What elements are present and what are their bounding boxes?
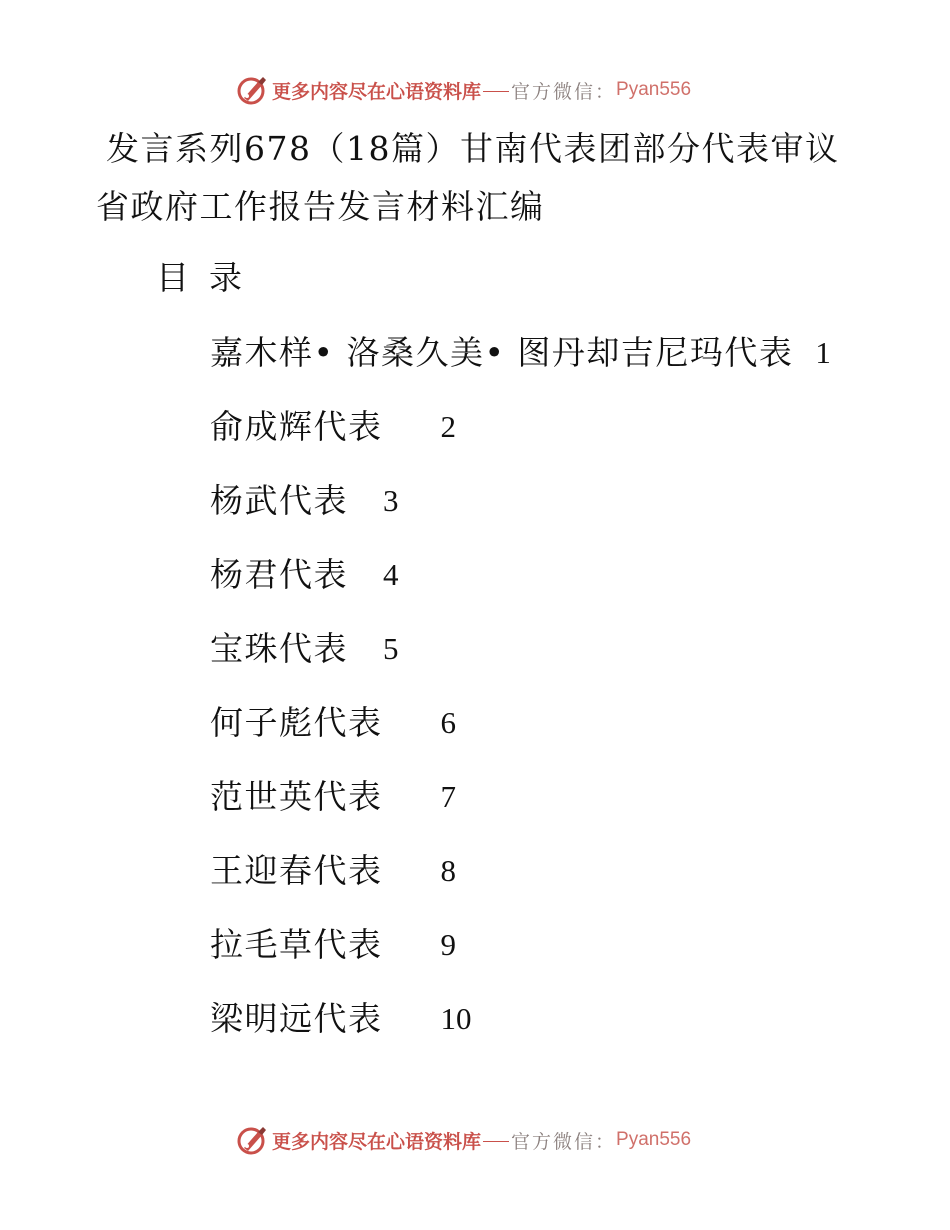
banner-official-label: 官方微信： [511, 80, 617, 103]
toc-item-name: 嘉木样• 洛桑久美• 图丹却吉尼玛代表 [210, 333, 794, 372]
toc-item-name: 王迎春代表 [210, 851, 383, 890]
banner-main-text: 更多内容尽在心语资料库 [272, 1130, 482, 1153]
toc-item-name: 何子彪代表 [210, 703, 383, 742]
toc-item-page: 2 [440, 409, 456, 444]
toc-item-name: 杨君代表 [210, 555, 348, 594]
toc-item-name: 拉毛草代表 [210, 925, 383, 964]
document-title-line-1: 发言系列678（18篇）甘南代表团部分代表审议 [106, 129, 840, 168]
document-title [96, 120, 856, 236]
toc-item[interactable] [210, 400, 831, 474]
toc-item[interactable] [210, 992, 831, 1066]
toc-item-name: 俞成辉代表 [210, 407, 383, 446]
toc-item-page: 10 [440, 1001, 472, 1036]
banner-wechat-id: Pyan556 [616, 1129, 692, 1150]
banner-dash [483, 91, 509, 92]
banner-dash [483, 1141, 509, 1142]
toc-item-page: 7 [440, 779, 456, 814]
table-of-contents [210, 326, 831, 1066]
toc-item[interactable] [210, 474, 831, 548]
toc-item-name: 宝珠代表 [210, 629, 348, 668]
pen-logo-icon [236, 1124, 268, 1156]
document-title-line-2: 省政府工作报告发言材料汇编 [96, 187, 545, 226]
watermark-banner-bottom [236, 1123, 691, 1157]
toc-item-name: 梁明远代表 [210, 999, 383, 1038]
banner-official-label: 官方微信： [511, 1130, 617, 1153]
toc-item-page: 3 [383, 483, 399, 518]
toc-item-page: 4 [383, 557, 399, 592]
toc-item-page: 9 [440, 927, 456, 962]
toc-item-page: 6 [440, 705, 456, 740]
toc-item[interactable] [210, 844, 831, 918]
toc-item[interactable] [210, 770, 831, 844]
toc-heading: 目录 [156, 258, 262, 297]
banner-main-text: 更多内容尽在心语资料库 [272, 80, 482, 103]
watermark-banner-top [236, 73, 691, 107]
toc-item-name: 范世英代表 [210, 777, 383, 816]
toc-item[interactable] [210, 326, 831, 400]
toc-item-name: 杨武代表 [210, 481, 348, 520]
banner-wechat-id: Pyan556 [616, 79, 692, 100]
toc-item-page: 1 [815, 335, 831, 370]
toc-item-page: 5 [383, 631, 399, 666]
toc-item[interactable] [210, 696, 831, 770]
pen-logo-icon [236, 74, 268, 106]
toc-item-page: 8 [440, 853, 456, 888]
toc-item[interactable] [210, 918, 831, 992]
toc-item[interactable] [210, 548, 831, 622]
toc-item[interactable] [210, 622, 831, 696]
